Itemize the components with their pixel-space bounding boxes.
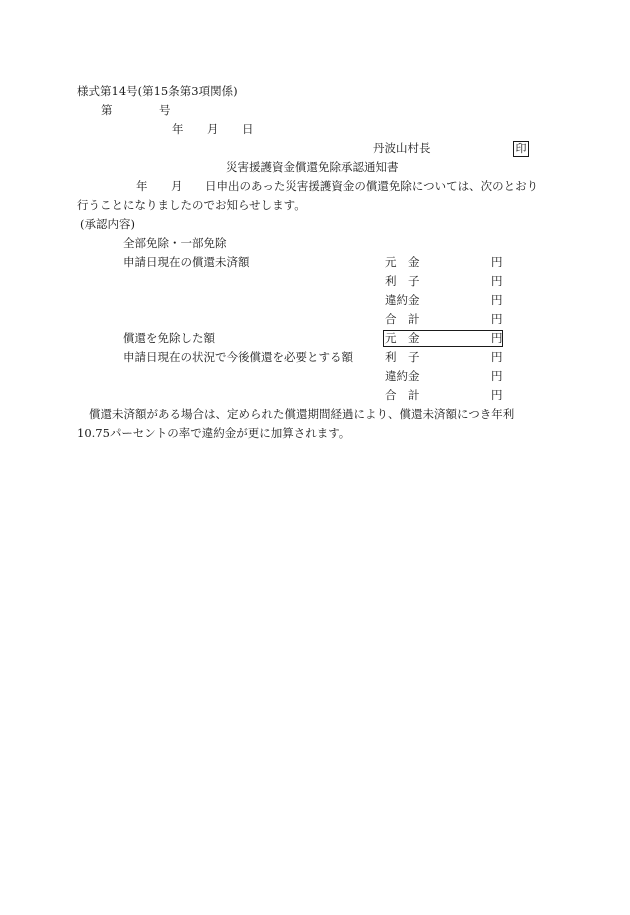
section-label-exempted: 償還を免除した額 (123, 331, 215, 345)
section-label-future: 申請日現在の状況で今後償還を必要とする額 (123, 350, 353, 364)
note-line-1: 償還未済額がある場合は、定められた償還期間経過により、償還未済額につき年利 (89, 407, 515, 421)
section-label-outstanding: 申請日現在の償還未済額 (123, 255, 250, 269)
row-unit-yen: 円 (491, 388, 503, 402)
intro-year: 年 (136, 179, 148, 193)
form-number: 様式第14号(第15条第3項関係) (77, 84, 238, 98)
row-item-principal: 元 金 (385, 255, 420, 269)
exemption-type: 全部免除・一部免除 (123, 236, 227, 250)
row-item-penalty: 違約金 (385, 369, 420, 383)
row-unit-yen: 円 (491, 369, 503, 383)
date-month: 月 (207, 122, 219, 136)
date-year: 年 (172, 122, 184, 136)
row-item-interest: 利 子 (385, 274, 420, 288)
row-unit-yen: 円 (491, 293, 503, 307)
document-title: 災害援護資金償還免除承認通知書 (226, 160, 399, 174)
row-item-penalty: 違約金 (385, 293, 420, 307)
row-unit-yen: 円 (491, 312, 503, 326)
row-item-total: 合 計 (385, 312, 420, 326)
seal-mark: 印 (513, 141, 529, 157)
intro-month: 月 (171, 179, 183, 193)
intro-line-2: 行うことになりましたのでお知らせします。 (77, 198, 306, 212)
row-item-interest: 利 子 (385, 350, 420, 364)
row-unit-yen: 円 (491, 274, 503, 288)
row-item-principal: 元 金 (385, 331, 420, 345)
intro-text: 日申出のあった災害援護資金の償還免除については、次のとおり (205, 179, 539, 193)
row-unit-yen: 円 (491, 350, 503, 364)
row-unit-yen: 円 (491, 255, 503, 269)
number-go: 号 (159, 103, 171, 117)
row-unit-yen: 円 (491, 331, 503, 345)
note-line-2: 10.75パーセントの率で違約金が更に加算されます。 (77, 426, 351, 440)
approval-heading: (承認内容) (80, 217, 135, 231)
date-day: 日 (242, 122, 254, 136)
row-item-total: 合 計 (385, 388, 420, 402)
number-dai: 第 (101, 103, 113, 117)
sender-name: 丹波山村長 (373, 141, 431, 155)
